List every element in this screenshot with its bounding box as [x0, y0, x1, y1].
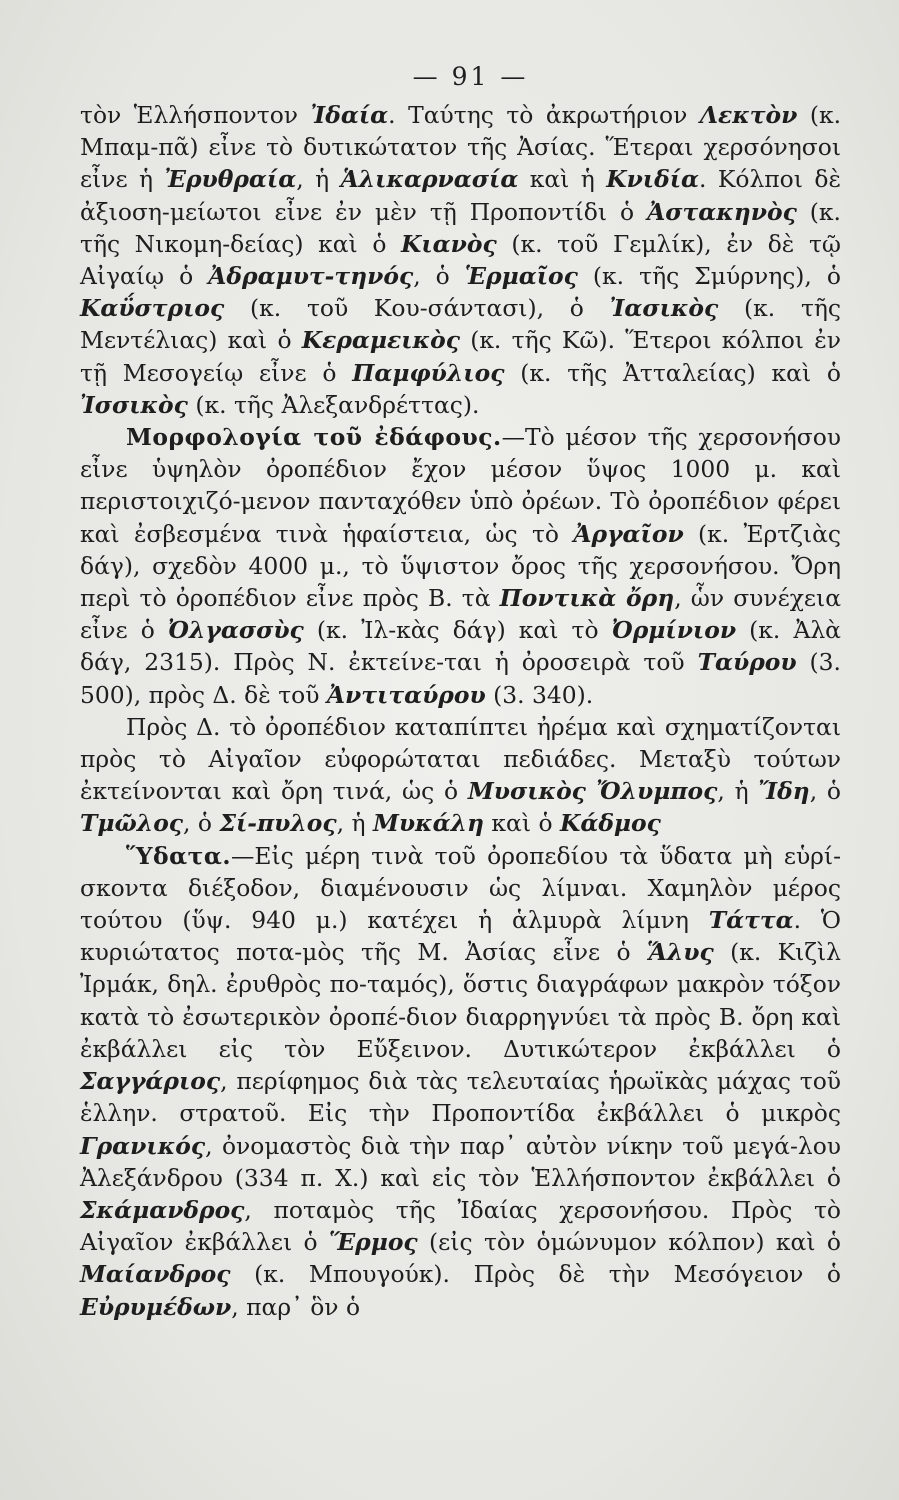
- body-text: (κ. Ἰλ-κὰς δάγ) καὶ τὸ: [303, 616, 612, 645]
- body-text: , ὁ: [809, 777, 841, 806]
- place-name: Ἰσσικὸς: [80, 390, 188, 419]
- place-name: Μυκάλη: [372, 809, 484, 838]
- body-text: . Κόλποι δὲ ἀξιοση-μείωτοι εἶνε ἐν μὲν τῇ Προποντίδι ὁ: [80, 165, 841, 226]
- place-name: Κνιδία: [606, 165, 700, 194]
- body-text: , ἡ: [296, 165, 341, 194]
- place-name: Σαγγάριος: [80, 1067, 221, 1096]
- body-text: (κ. τῆς Νικομη-δείας) καὶ ὁ: [80, 197, 841, 258]
- section-heading: Ὕδατα.: [126, 841, 231, 870]
- body-text: , ἡ: [336, 809, 373, 838]
- body-text: , ὁ: [183, 809, 220, 838]
- body-text: . Ταύτης τὸ ἀκρωτήριον: [388, 101, 700, 129]
- body-text: (κ. Ἀλὰ δάγ, 2315). Πρὸς Ν. ἐκτείνε-ται ἡ ὀροσειρὰ τοῦ: [80, 616, 841, 677]
- body-text: (κ. Μπαμ-πᾶ) εἶνε τὸ δυτικώτατον τῆς Ἀσίας. Ἕτεραι χερσόνησοι εἶνε ἡ: [80, 101, 842, 194]
- place-name: Ἕρμος: [328, 1228, 418, 1257]
- place-name: Ἁλικαρνασία: [340, 165, 519, 194]
- place-name: Καΰστριος: [80, 294, 225, 323]
- place-name: Κάδμος: [559, 809, 661, 838]
- body-text: (εἰς τὸν ὁμώνυμον κόλπον) καὶ ὁ: [417, 1228, 841, 1257]
- place-name: Ἰδαία: [310, 101, 389, 129]
- place-name: Ὀλγασσὺς: [167, 616, 304, 645]
- body-text: , ἡ: [717, 777, 759, 806]
- body-text: (κ. τῆς Σμύρνης), ὁ: [577, 262, 841, 291]
- place-name: Ἀντιταύρου: [326, 680, 486, 709]
- place-name: Ποντικὰ ὄρη: [499, 584, 675, 613]
- body-text: , ποταμὸς τῆς Ἰδαίας χερσονήσου. Πρὸς τὸ Αἰγαῖον ἐκβάλλει ὁ: [80, 1195, 841, 1257]
- place-name: Ἀδραμυτ-τηνός: [208, 262, 414, 291]
- body-text: (κ. τοῦ Κου-σάντασι), ὁ: [224, 294, 610, 323]
- body-text: (κ. Κιζὶλ Ἰρμάκ, δηλ. ἐρυθρὸς πο-ταμός), ὅστις διαγράφων μακρὸν τόξον κατὰ τὸ ἐσωτερικὸν ὀροπέ-διον διαρρηγνύει τὰ πρὸς Β. ὄρη καὶ ἐκβάλλει εἰς τὸν Εὔξεινον. Δυτικώτερον ἐκβάλλει ὁ: [80, 938, 841, 1063]
- place-name: Ἅλυς: [646, 938, 714, 967]
- body-text: (κ. τῆς Ἀλεξανδρέττας).: [187, 390, 480, 419]
- paragraph-gulfs: [80, 99, 841, 421]
- place-name: Κιανὸς: [401, 229, 497, 258]
- body-text: , ὀνομαστὸς διὰ τὴν παρ᾽ αὐτὸν νίκην τοῦ μεγά-λου Ἀλεξάνδρου (334 π. Χ.) καὶ εἰς τὸν Ἑλλήσποντον ἐκβάλλει ὁ: [80, 1131, 841, 1192]
- place-name: Μυσικὸς Ὄλυμπος: [467, 777, 718, 806]
- section-heading: Μορφολογία τοῦ ἐδάφους.: [126, 423, 502, 452]
- body-text: (3. 340).: [485, 680, 594, 709]
- place-name: Ἰασικὸς: [609, 294, 719, 323]
- paragraph-western-plains: [80, 711, 841, 840]
- body-text: (κ. τῆς Κῶ). Ἕτεροι κόλποι ἐν τῇ Μεσογείῳ εἶνε ὁ: [80, 326, 841, 387]
- body-text: (κ. τοῦ Γεμλίκ), ἐν δὲ τῷ Αἰγαίῳ ὁ: [80, 229, 841, 291]
- body-text: (κ. τῆς Μεντέλιας) καὶ ὁ: [80, 294, 841, 355]
- body-text: , ὧν συνέχεια εἶνε ὁ: [80, 584, 841, 645]
- body-text: (κ. Μπουγούκ). Πρὸς δὲ τὴν Μεσόγειον ὁ: [230, 1260, 841, 1289]
- place-name: Ἀστακηνὸς: [647, 197, 797, 226]
- place-name: Εὐρυμέδων: [80, 1292, 232, 1321]
- place-name: Κεραμεικὸς: [301, 326, 460, 355]
- place-name: Παμφύλιος: [352, 358, 505, 387]
- place-name: Ἴδη: [758, 777, 810, 806]
- place-name: Ὀρμίνιον: [611, 616, 737, 645]
- place-name: Λεκτὸν: [699, 101, 798, 129]
- body-text: τὸν Ἑλλήσποντον: [80, 101, 311, 129]
- place-name: Γρανικός: [80, 1131, 206, 1160]
- place-name: Ταύρου: [697, 648, 797, 677]
- body-text: Πρὸς Δ. τὸ ὀροπέδιον καταπίπτει ἠρέμα καὶ σχηματίζονται πρὸς τὸ Αἰγαῖον εὐφορώταται πεδιάδες. Μεταξὺ τούτων ἐκτείνονται καὶ ὄρη τινά, ὡς ὁ: [80, 712, 841, 806]
- body-text: . Ὁ κυριώτατος ποτα-μὸς τῆς Μ. Ἀσίας εἶνε ὁ: [80, 906, 841, 967]
- body-text: , ὁ: [413, 262, 465, 291]
- body-text: καὶ ὁ: [484, 809, 560, 838]
- place-name: Σί-πυλος: [219, 809, 337, 838]
- place-name: Τμῶλος: [80, 809, 184, 838]
- paragraph-morphology: [80, 421, 841, 711]
- body-text: , περίφημος διὰ τὰς τελευταίας ἡρωϊκὰς μάχας τοῦ ἑλλην. στρατοῦ. Εἰς τὴν Προποντίδα ἐκβάλλει ὁ μικρὸς: [80, 1067, 841, 1128]
- body-text: (κ. τῆς Ἀτταλείας) καὶ ὁ: [504, 358, 841, 387]
- place-name: Μαίανδρος: [80, 1260, 231, 1289]
- place-name: Ἑρμαῖος: [464, 262, 578, 291]
- body-text: (κ. Ἐρτζιὰς δάγ), σχεδὸν 4000 μ., τὸ ὕψιστον ὄρος τῆς χερσονήσου. Ὄρη περὶ τὸ ὀροπέδιον εἶνε πρὸς Β. τὰ: [80, 519, 841, 613]
- place-name: Τάττα: [708, 906, 794, 935]
- page-number: — 91 —: [412, 62, 529, 91]
- body-text: καὶ ἡ: [518, 165, 607, 194]
- body-text: —Εἰς μέρη τινὰ τοῦ ὀροπεδίου τὰ ὕδατα μὴ εὑρί-σκοντα διέξοδον, διαμένουσιν ὡς λίμναι. Χαμηλὸν μέρος τούτου (ὕψ. 940 μ.) κατέχει ἡ ἁλμυρὰ λίμνη: [80, 841, 841, 935]
- body-text: (3. 500), πρὸς Δ. δὲ τοῦ: [80, 648, 841, 709]
- paragraph-waters: [80, 840, 841, 1323]
- place-name: Ἀργαῖον: [573, 519, 684, 548]
- place-name: Σκάμανδρος: [80, 1195, 245, 1224]
- body-text: —Τὸ μέσον τῆς χερσονήσου εἶνε ὑψηλὸν ὀροπέδιον ἔχον μέσον ὕψος 1000 μ. καὶ περιστοιχιζό-μενον πανταχόθεν ὑπὸ ὀρέων. Τὸ ὀροπέδιον φέρει καὶ ἐσβεσμένα τινὰ ἡφαίστεια, ὡς τὸ: [80, 423, 841, 548]
- body-text: , παρ᾽ ὃν ὁ: [231, 1292, 361, 1321]
- place-name: Ἐρυθραία: [164, 165, 297, 194]
